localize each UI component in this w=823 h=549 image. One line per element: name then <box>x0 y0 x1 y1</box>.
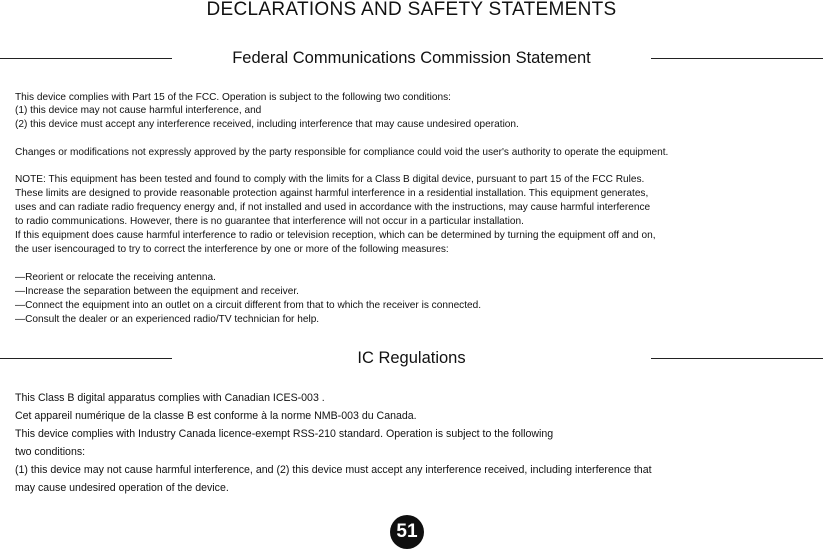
ic-section-header <box>0 347 823 371</box>
fcc-measure-item: —Reorient or relocate the receiving antenna. <box>15 272 216 283</box>
ic-line: Cet appareil numérique de la classe B est conforme à la norme NMB-003 du Canada. <box>15 410 417 422</box>
ic-line: two conditions: <box>15 446 86 458</box>
fcc-line: uses and can radiate radio frequency energy and, if not installed and used in accordance with the instructions, may cause harmful interference <box>15 202 651 213</box>
fcc-line: This device complies with Part 15 of the FCC. Operation is subject to the following two conditions: <box>15 92 451 103</box>
fcc-line: These limits are designed to provide reasonable protection against harmful interference in a residential installation. This equipment generates, <box>15 188 649 199</box>
page-title: DECLARATIONS AND SAFETY STATEMENTS <box>206 0 617 20</box>
ic-line: This Class B digital apparatus complies with Canadian ICES-003 . <box>15 392 325 404</box>
ic-line: may cause undesired operation of the device. <box>15 482 229 494</box>
fcc-line: NOTE: This equipment has been tested and found to comply with the limits for a Class B digital device, pursuant to part 15 of the FCC Rules. <box>15 174 645 185</box>
divider-right <box>651 358 823 359</box>
fcc-measure-item: —Consult the dealer or an experienced radio/TV technician for help. <box>15 314 320 325</box>
fcc-line: (1) this device may not cause harmful interference, and <box>15 105 262 116</box>
fcc-line: to radio communications. However, there is no guarantee that interference will not occur in a particular installation. <box>15 216 524 227</box>
fcc-line: the user isencouraged to try to correct the interference by one or more of the following measures: <box>15 244 449 255</box>
ic-line: (1) this device may not cause harmful interference, and (2) this device must accept any interference received, including interference that <box>15 464 652 476</box>
ic-heading: IC Regulations <box>357 349 466 367</box>
fcc-measure-item: —Increase the separation between the equipment and receiver. <box>15 286 299 297</box>
fcc-line: Changes or modifications not expressly approved by the party responsible for compliance could void the user's authority to operate the equipment. <box>15 147 669 158</box>
fcc-section-header <box>0 47 823 71</box>
page-number-badge: 51 <box>390 515 424 549</box>
fcc-measure-item: —Connect the equipment into an outlet on a circuit different from that to which the receiver is connected. <box>15 300 482 311</box>
fcc-heading: Federal Communications Commission Statement <box>232 49 591 67</box>
ic-line: This device complies with Industry Canada licence-exempt RSS-210 standard. Operation is subject to the following <box>15 428 554 440</box>
divider-right <box>651 58 823 59</box>
fcc-line: If this equipment does cause harmful interference to radio or television reception, which can be determined by turning the equipment off and on, <box>15 230 656 241</box>
fcc-line: (2) this device must accept any interference received, including interference that may cause undesired operation. <box>15 119 519 130</box>
